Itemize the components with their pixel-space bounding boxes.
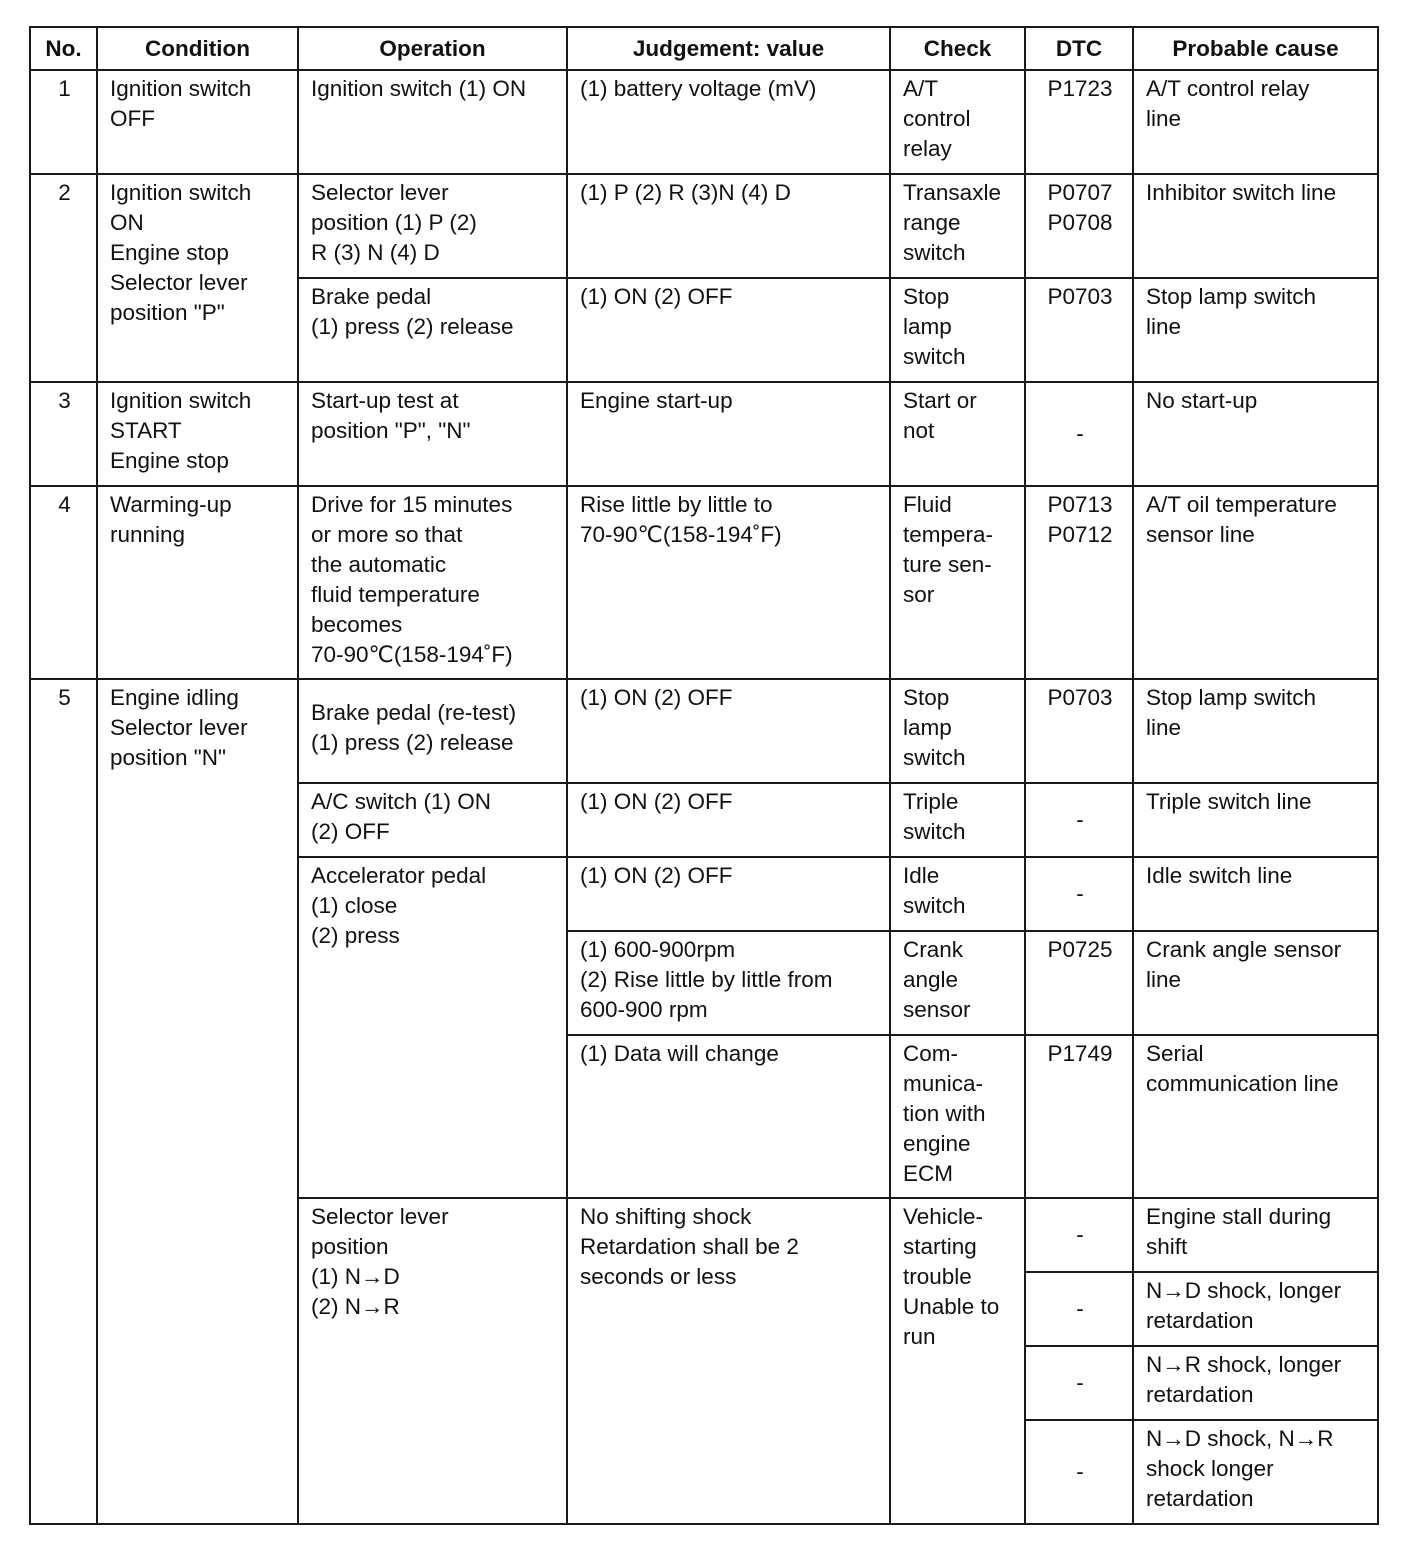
step-number: 1	[30, 70, 97, 174]
diagnosis-table	[29, 26, 1379, 1525]
check-cell: Stop lamp switch	[890, 278, 1025, 382]
check-cell: Transaxle range switch	[890, 174, 1025, 278]
cause-cell: Inhibitor switch line	[1133, 174, 1378, 278]
judgement-cell: Rise little by little to 70-90℃(158-194˚F)	[567, 486, 890, 679]
table-row	[30, 174, 1378, 278]
operation-cell: Ignition switch (1) ON	[298, 70, 567, 174]
dtc-cell: -	[1025, 1346, 1133, 1420]
condition-cell: Engine idling Selector lever position "N"	[97, 679, 298, 1524]
dtc-cell: -	[1025, 1420, 1133, 1524]
check-cell: Start or not	[890, 382, 1025, 486]
operation-cell: Selector lever position (1) N→D (2) N→R	[298, 1198, 567, 1524]
header-no: No.	[30, 27, 97, 70]
cause-cell: Triple switch line	[1133, 783, 1378, 857]
cause-cell: N→D shock, N→R shock longer retardation	[1133, 1420, 1378, 1524]
judgement-cell: (1) battery voltage (mV)	[567, 70, 890, 174]
dtc-cell: -	[1025, 783, 1133, 857]
judgement-cell: (1) Data will change	[567, 1035, 890, 1198]
dtc-cell: -	[1025, 1198, 1133, 1272]
operation-cell: Brake pedal (1) press (2) release	[298, 278, 567, 382]
condition-cell: Ignition switch OFF	[97, 70, 298, 174]
operation-cell: Drive for 15 minutes or more so that the automatic fluid temperature becomes 70-90℃(158-194˚F)	[298, 486, 567, 679]
header-judgement: Judgement: value	[567, 27, 890, 70]
step-number: 2	[30, 174, 97, 382]
operation-cell: Accelerator pedal (1) close (2) press	[298, 857, 567, 1198]
cause-cell: N→D shock, longer retardation	[1133, 1272, 1378, 1346]
dtc-cell: P0713 P0712	[1025, 486, 1133, 679]
condition-cell: Ignition switch START Engine stop	[97, 382, 298, 486]
header-row	[30, 27, 1378, 70]
header-operation: Operation	[298, 27, 567, 70]
judgement-cell: (1) ON (2) OFF	[567, 783, 890, 857]
dtc-cell: P0703	[1025, 679, 1133, 783]
cause-cell: A/T oil temperature sensor line	[1133, 486, 1378, 679]
cause-cell: Stop lamp switch line	[1133, 278, 1378, 382]
step-number: 5	[30, 679, 97, 1524]
dtc-cell: P0725	[1025, 931, 1133, 1035]
check-cell: A/T control relay	[890, 70, 1025, 174]
dtc-cell: -	[1025, 1272, 1133, 1346]
cause-cell: Stop lamp switch line	[1133, 679, 1378, 783]
cause-cell: Crank angle sensor line	[1133, 931, 1378, 1035]
check-cell: Idle switch	[890, 857, 1025, 931]
cause-cell: A/T control relay line	[1133, 70, 1378, 174]
cause-cell: Idle switch line	[1133, 857, 1378, 931]
header-dtc: DTC	[1025, 27, 1133, 70]
cause-cell: Engine stall during shift	[1133, 1198, 1378, 1272]
table-row	[30, 679, 1378, 783]
judgement-cell: (1) ON (2) OFF	[567, 679, 890, 783]
dtc-cell: -	[1025, 857, 1133, 931]
table-row	[30, 70, 1378, 174]
cause-cell: N→R shock, longer retardation	[1133, 1346, 1378, 1420]
check-cell: Vehicle- starting trouble Unable to run	[890, 1198, 1025, 1524]
step-number: 4	[30, 486, 97, 679]
check-cell: Stop lamp switch	[890, 679, 1025, 783]
operation-cell: Start-up test at position "P", "N"	[298, 382, 567, 486]
cause-cell: No start-up	[1133, 382, 1378, 486]
check-cell: Triple switch	[890, 783, 1025, 857]
judgement-cell: No shifting shock Retardation shall be 2 seconds or less	[567, 1198, 890, 1524]
operation-cell: Selector lever position (1) P (2) R (3) N (4) D	[298, 174, 567, 278]
check-cell: Crank angle sensor	[890, 931, 1025, 1035]
check-cell: Fluid tempera- ture sen- sor	[890, 486, 1025, 679]
table-row	[30, 486, 1378, 679]
operation-cell: Brake pedal (re-test) (1) press (2) release	[298, 679, 567, 783]
header-condition: Condition	[97, 27, 298, 70]
dtc-cell: P1723	[1025, 70, 1133, 174]
dtc-cell: P0707 P0708	[1025, 174, 1133, 278]
table-row	[30, 382, 1378, 486]
operation-cell: A/C switch (1) ON (2) OFF	[298, 783, 567, 857]
judgement-cell: (1) 600-900rpm (2) Rise little by little from 600-900 rpm	[567, 931, 890, 1035]
judgement-cell: (1) ON (2) OFF	[567, 857, 890, 931]
condition-cell: Warming-up running	[97, 486, 298, 679]
header-check: Check	[890, 27, 1025, 70]
judgement-cell: (1) ON (2) OFF	[567, 278, 890, 382]
check-cell: Com- munica- tion with engine ECM	[890, 1035, 1025, 1198]
judgement-cell: (1) P (2) R (3)N (4) D	[567, 174, 890, 278]
dtc-cell: -	[1025, 382, 1133, 486]
judgement-cell: Engine start-up	[567, 382, 890, 486]
cause-cell: Serial communication line	[1133, 1035, 1378, 1198]
condition-cell: Ignition switch ON Engine stop Selector lever position "P"	[97, 174, 298, 382]
header-probable-cause: Probable cause	[1133, 27, 1378, 70]
dtc-cell: P1749	[1025, 1035, 1133, 1198]
step-number: 3	[30, 382, 97, 486]
dtc-cell: P0703	[1025, 278, 1133, 382]
